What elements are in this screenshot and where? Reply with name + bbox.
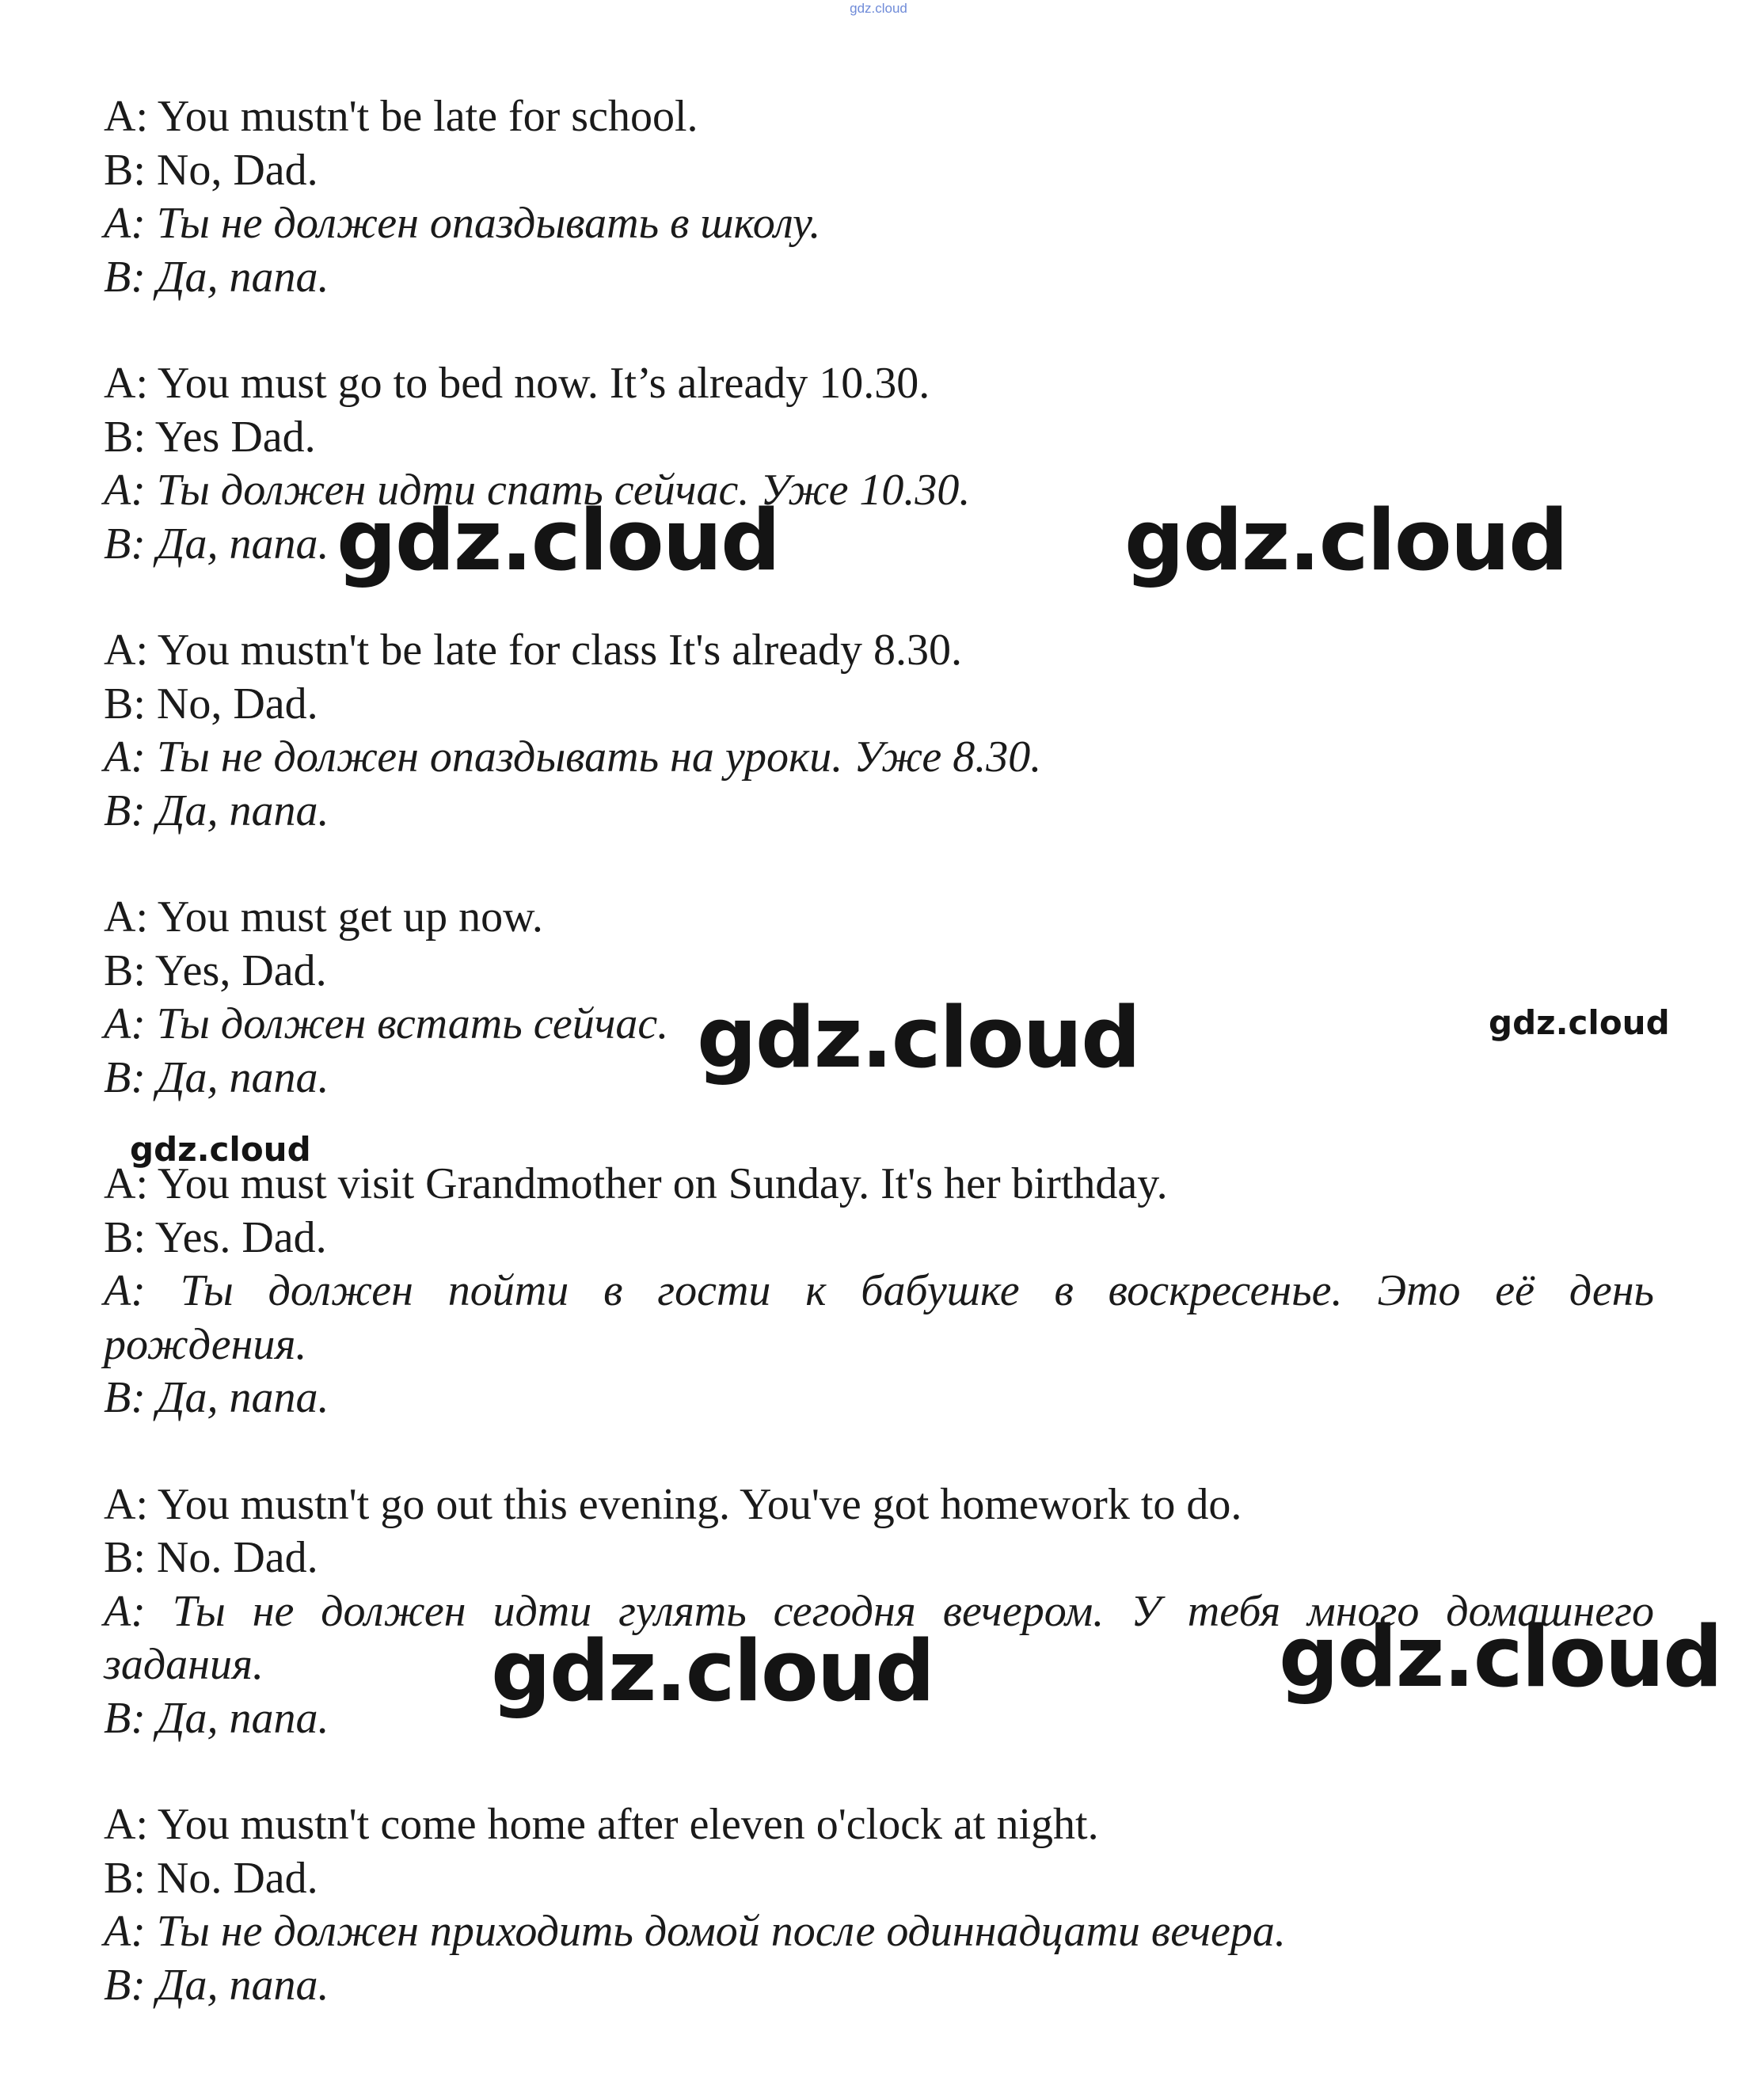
- line-a-russian: A: Ты должен встать сейчас.: [104, 999, 669, 1048]
- line-a-russian: A: Ты не должен опаздывать на уроки. Уже 8.30.: [104, 732, 1042, 782]
- watermark-logo: gdz.cloud: [337, 492, 780, 589]
- line-a-english: A: You mustn't go out this evening. You've got homework to do.: [104, 1479, 1242, 1529]
- line-b-russian: B: Да, папа.: [104, 252, 329, 302]
- watermark-logo: gdz.cloud: [1279, 1608, 1722, 1706]
- dialogue-3: [104, 624, 1654, 838]
- line-a-english: A: You must get up now.: [104, 892, 543, 942]
- line-b-english: B: No. Dad.: [104, 1533, 318, 1582]
- watermark-logo: gdz.cloud: [1124, 492, 1568, 589]
- line-a-english: A: You mustn't be late for school.: [104, 92, 698, 141]
- line-b-russian: B: Да, папа.: [104, 519, 329, 569]
- line-b-russian: B: Да, папа.: [104, 1052, 329, 1102]
- line-a-russian: A: Ты должен пойти в гости к бабушке в воскресенье. Это её день: [104, 1266, 1654, 1315]
- line-a-russian-continued: задания.: [104, 1640, 264, 1689]
- watermark-logo: gdz.cloud: [1489, 1003, 1670, 1042]
- dialogue-1: [104, 90, 1654, 304]
- dialogue-5: [104, 1158, 1654, 1425]
- line-a-english: A: You must go to bed now. It’s already 10.30.: [104, 359, 930, 408]
- line-a-russian: A: Ты должен идти спать сейчас. Уже 10.30.: [104, 466, 971, 515]
- line-b-english: B: Yes, Dad.: [104, 945, 327, 995]
- line-a-english: A: You mustn't come home after eleven o'clock at night.: [104, 1800, 1099, 1849]
- line-a-russian: A: Ты не должен приходить домой после одиннадцати вечера.: [104, 1907, 1286, 1956]
- line-a-english: A: You mustn't be late for class It's already 8.30.: [104, 626, 963, 675]
- watermark-logo: gdz.cloud: [130, 1130, 311, 1169]
- line-a-english: A: You must visit Grandmother on Sunday. It's her birthday.: [104, 1159, 1168, 1208]
- line-b-russian: B: Да, папа.: [104, 1373, 329, 1422]
- line-b-russian: B: Да, папа.: [104, 1960, 329, 2010]
- line-b-russian: B: Да, папа.: [104, 1693, 329, 1743]
- line-a-russian: A: Ты не должен опаздывать в школу.: [104, 199, 821, 248]
- line-a-russian: A: Ты не должен идти гулять сегодня вечером. У тебя много домашнего: [104, 1586, 1654, 1636]
- line-b-english: B: No. Dad.: [104, 1853, 318, 1903]
- line-a-russian-continued: рождения.: [104, 1319, 307, 1369]
- line-b-english: B: Yes. Dad.: [104, 1212, 327, 1262]
- line-b-russian: B: Да, папа.: [104, 786, 329, 835]
- top-watermark: gdz.cloud: [850, 1, 907, 16]
- line-b-english: B: Yes Dad.: [104, 412, 316, 462]
- dialogue-7: [104, 1798, 1654, 2012]
- line-b-english: B: No, Dad.: [104, 679, 318, 729]
- watermark-logo: gdz.cloud: [697, 989, 1140, 1086]
- line-b-english: B: No, Dad.: [104, 145, 318, 195]
- watermark-logo: gdz.cloud: [491, 1623, 934, 1720]
